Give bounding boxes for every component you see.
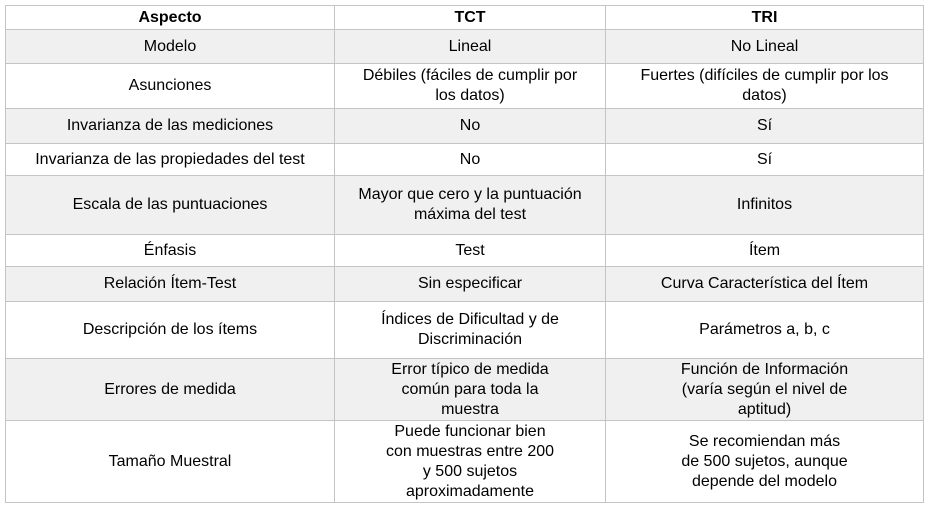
aspect-cell: Escala de las puntuaciones	[6, 176, 335, 235]
tct-cell: Lineal	[335, 30, 606, 64]
tct-cell: Sin especificar	[335, 267, 606, 302]
header-row	[6, 6, 924, 30]
header-tri: TRI	[606, 6, 924, 30]
table-row	[6, 144, 924, 176]
tct-cell: Débiles (fáciles de cumplir por los datos)	[335, 64, 606, 109]
table-row	[6, 359, 924, 421]
tri-cell: Curva Característica del Ítem	[606, 267, 924, 302]
tct-cell: No	[335, 109, 606, 144]
table-row	[6, 30, 924, 64]
tri-cell: Sí	[606, 109, 924, 144]
aspect-cell: Modelo	[6, 30, 335, 64]
aspect-cell: Descripción de los ítems	[6, 302, 335, 359]
header-aspecto: Aspecto	[6, 6, 335, 30]
tri-cell: No Lineal	[606, 30, 924, 64]
tct-cell: Puede funcionar bien con muestras entre 200 y 500 sujetos aproximadamente	[335, 421, 606, 503]
tri-cell: Fuertes (difíciles de cumplir por los datos)	[606, 64, 924, 109]
aspect-cell: Relación Ítem-Test	[6, 267, 335, 302]
table-row	[6, 302, 924, 359]
aspect-cell: Tamaño Muestral	[6, 421, 335, 503]
table-row	[6, 421, 924, 503]
tri-cell: Función de Información (varía según el nivel de aptitud)	[606, 359, 924, 421]
tct-cell: Error típico de medida común para toda la muestra	[335, 359, 606, 421]
tct-cell: Test	[335, 235, 606, 267]
comparison-table	[5, 5, 924, 503]
header-tct: TCT	[335, 6, 606, 30]
tri-cell: Se recomiendan más de 500 sujetos, aunque depende del modelo	[606, 421, 924, 503]
tct-cell: No	[335, 144, 606, 176]
aspect-cell: Énfasis	[6, 235, 335, 267]
tri-cell: Parámetros a, b, c	[606, 302, 924, 359]
table-row	[6, 109, 924, 144]
table-row	[6, 176, 924, 235]
table-row	[6, 267, 924, 302]
aspect-cell: Invarianza de las mediciones	[6, 109, 335, 144]
tct-cell: Índices de Dificultad y de Discriminación	[335, 302, 606, 359]
table-row	[6, 64, 924, 109]
tri-cell: Sí	[606, 144, 924, 176]
tri-cell: Infinitos	[606, 176, 924, 235]
aspect-cell: Asunciones	[6, 64, 335, 109]
table-row	[6, 235, 924, 267]
aspect-cell: Invarianza de las propiedades del test	[6, 144, 335, 176]
tri-cell: Ítem	[606, 235, 924, 267]
aspect-cell: Errores de medida	[6, 359, 335, 421]
tct-cell: Mayor que cero y la puntuación máxima del test	[335, 176, 606, 235]
